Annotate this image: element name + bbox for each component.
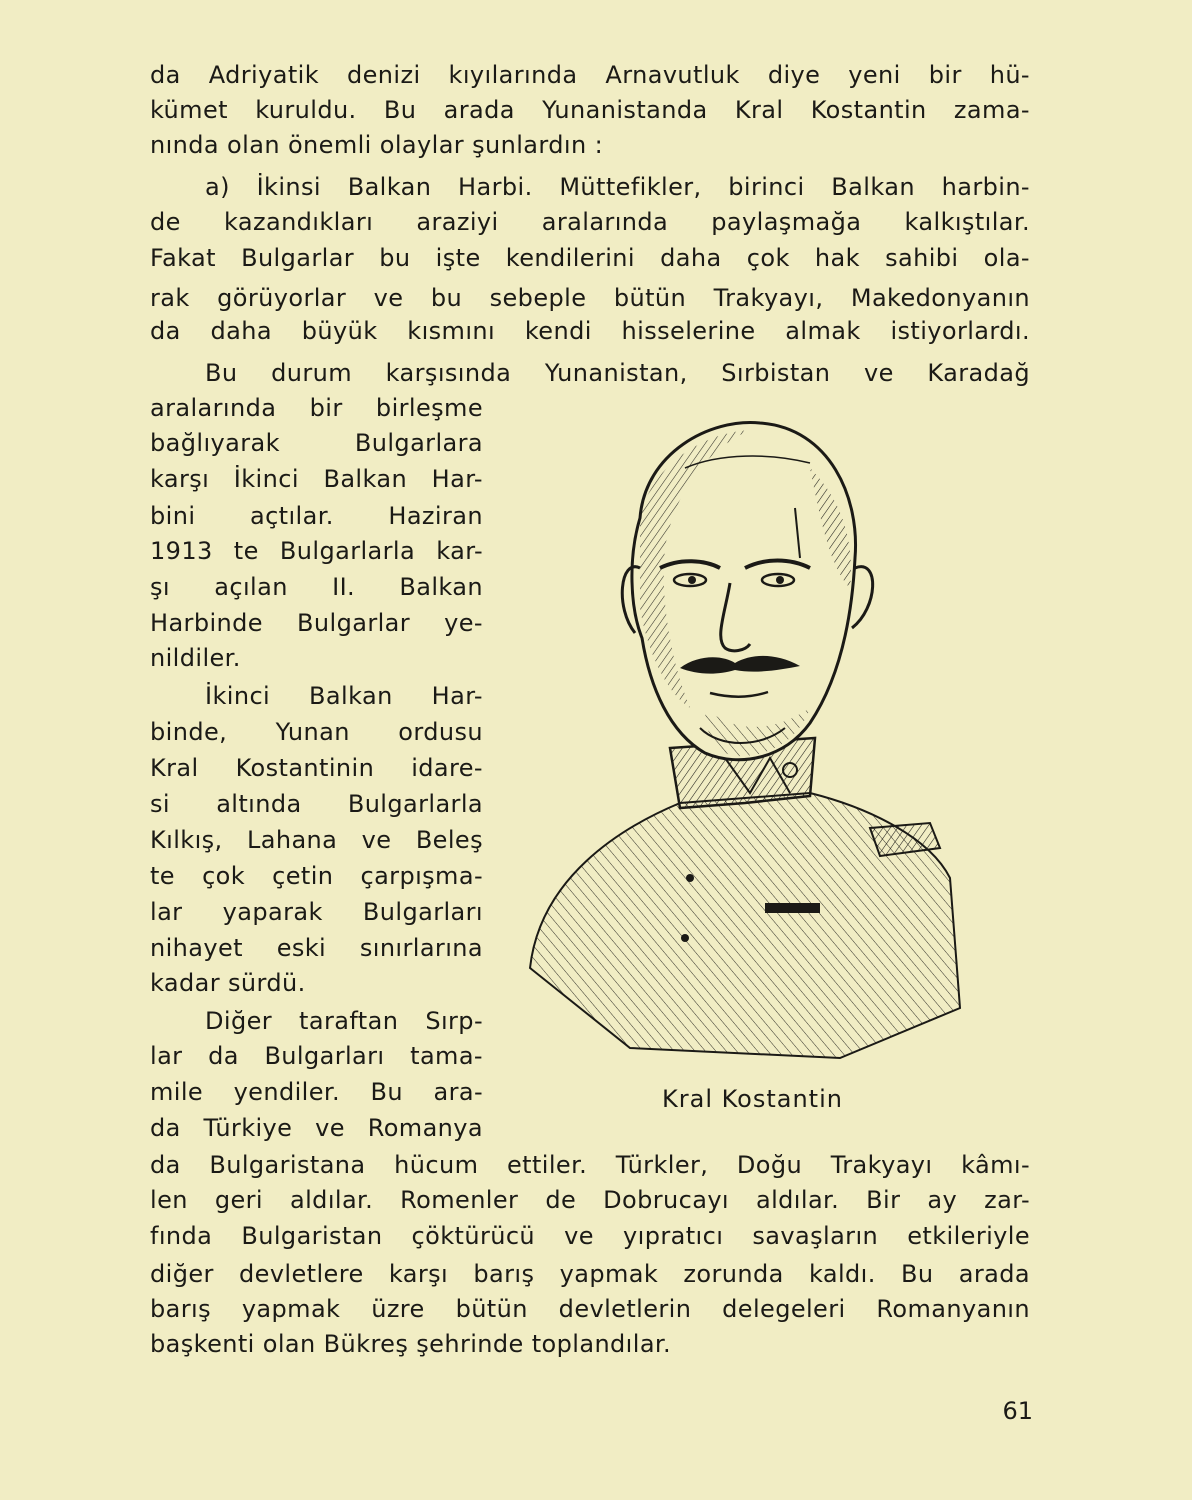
text-line: karşı İkinci Balkan Har- — [150, 465, 483, 493]
text-line: Kral Kostantinin idare- — [150, 754, 483, 782]
text-line: de kazandıkları araziyi aralarında paylaşmağa kalkıştılar. — [150, 208, 1030, 236]
text-line: barış yapmak üzre bütün devletlerin delegeleri Romanyanın — [150, 1295, 1030, 1323]
text-line: Fakat Bulgarlar bu işte kendilerini daha çok hak sahibi ola- — [150, 244, 1030, 272]
text-line: nildiler. — [150, 644, 241, 672]
text-line: kümet kuruldu. Bu arada Yunanistanda Kral Kostantin zama- — [150, 96, 1030, 124]
text-line: nında olan önemli olaylar şunlardın : — [150, 131, 604, 159]
text-line: kadar sürdü. — [150, 969, 306, 997]
page-number: 61 — [1002, 1397, 1033, 1425]
text-line: da Türkiye ve Romanya — [150, 1114, 483, 1142]
text-line: bağlıyarak Bulgarlara — [150, 429, 483, 457]
text-line: a) İkinsi Balkan Harbi. Müttefikler, birinci Balkan harbin- — [205, 173, 1030, 201]
text-line: da Adriyatik denizi kıyılarında Arnavutluk diye yeni bir hü- — [150, 61, 1030, 89]
text-line: Diğer taraftan Sırp- — [205, 1007, 483, 1035]
portrait-illustration — [510, 408, 970, 1068]
text-line: İkinci Balkan Har- — [205, 682, 483, 710]
text-line: fında Bulgaristan çöktürücü ve yıpratıcı savaşların etkileriyle — [150, 1222, 1030, 1250]
figure-caption: Kral Kostantin — [662, 1085, 843, 1113]
text-line: mile yendiler. Bu ara- — [150, 1078, 483, 1106]
text-line: binde, Yunan ordusu — [150, 718, 483, 746]
text-line: te çok çetin çarpışma- — [150, 862, 483, 890]
text-line: şı açılan II. Balkan — [150, 573, 483, 601]
text-line: Kılkış, Lahana ve Beleş — [150, 826, 483, 854]
text-line: başkenti olan Bükreş şehrinde toplandılar. — [150, 1330, 672, 1358]
text-line: len geri aldılar. Romenler de Dobrucayı aldılar. Bir ay zar- — [150, 1186, 1030, 1214]
text-line: da Bulgaristana hücum ettiler. Türkler, Doğu Trakyayı kâmı- — [150, 1151, 1030, 1179]
text-line: aralarında bir birleşme — [150, 394, 483, 422]
text-line: da daha büyük kısmını kendi hisselerine almak istiyorlardı. — [150, 317, 1030, 345]
text-line: nihayet eski sınırlarına — [150, 934, 483, 962]
text-line: bini açtılar. Haziran — [150, 502, 483, 530]
text-line: Harbinde Bulgarlar ye- — [150, 609, 483, 637]
text-line: Bu durum karşısında Yunanistan, Sırbistan ve Karadağ — [205, 359, 1030, 387]
text-line: diğer devletlere karşı barış yapmak zorunda kaldı. Bu arada — [150, 1260, 1030, 1288]
text-line: lar yaparak Bulgarları — [150, 898, 483, 926]
text-line: lar da Bulgarları tama- — [150, 1042, 483, 1070]
text-line: 1913 te Bulgarlarla kar- — [150, 537, 483, 565]
text-line: rak görüyorlar ve bu sebeple bütün Trakyayı, Makedonyanın — [150, 284, 1030, 312]
text-line: si altında Bulgarlarla — [150, 790, 483, 818]
